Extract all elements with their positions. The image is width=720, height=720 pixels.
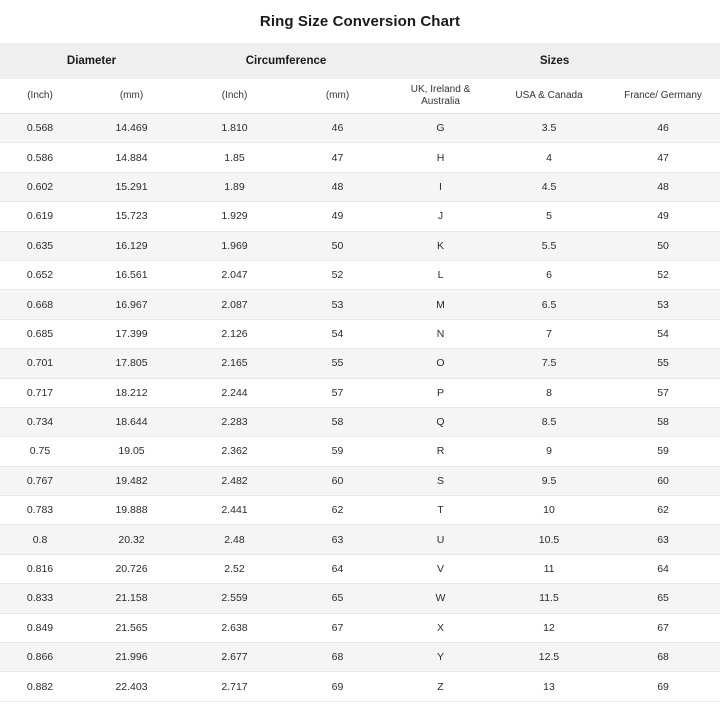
table-sub-header-row (0, 79, 720, 114)
cell-size-france: 53 (606, 290, 720, 319)
cell-diameter-mm: 21.996 (80, 643, 183, 672)
cell-size-uk: P (389, 378, 492, 407)
cell-size-usa: 6 (492, 260, 606, 289)
cell-diameter-inch: 0.717 (0, 378, 80, 407)
cell-size-usa: 8 (492, 378, 606, 407)
cell-diameter-inch: 0.882 (0, 672, 80, 701)
cell-size-uk: V (389, 554, 492, 583)
cell-size-uk: J (389, 202, 492, 231)
table-row (0, 496, 720, 525)
cell-diameter-mm: 20.726 (80, 554, 183, 583)
cell-diameter-mm: 14.469 (80, 114, 183, 143)
group-header-circumference: Circumference (183, 43, 389, 79)
table-row (0, 290, 720, 319)
table-group-header-row (0, 43, 720, 79)
table-row (0, 437, 720, 466)
cell-size-uk: R (389, 437, 492, 466)
cell-circumference-mm: 67 (286, 613, 389, 642)
cell-circumference-inch: 1.810 (183, 114, 286, 143)
cell-diameter-mm: 19.05 (80, 437, 183, 466)
column-header-uk-ireland-australia: UK, Ireland & Australia (389, 79, 492, 114)
table-row (0, 319, 720, 348)
cell-size-france: 48 (606, 172, 720, 201)
cell-size-uk: M (389, 290, 492, 319)
cell-diameter-mm: 17.399 (80, 319, 183, 348)
cell-diameter-mm: 21.158 (80, 584, 183, 613)
cell-diameter-mm: 16.967 (80, 290, 183, 319)
cell-size-france: 68 (606, 643, 720, 672)
table-row (0, 143, 720, 172)
cell-circumference-mm: 68 (286, 643, 389, 672)
cell-size-uk: H (389, 143, 492, 172)
cell-size-usa: 10.5 (492, 525, 606, 554)
cell-diameter-mm: 14.884 (80, 143, 183, 172)
cell-size-france: 64 (606, 554, 720, 583)
table-row (0, 525, 720, 554)
cell-size-usa: 11 (492, 554, 606, 583)
cell-circumference-mm: 60 (286, 466, 389, 495)
cell-size-usa: 3.5 (492, 114, 606, 143)
cell-diameter-mm: 15.291 (80, 172, 183, 201)
cell-size-usa: 5 (492, 202, 606, 231)
cell-circumference-inch: 2.638 (183, 613, 286, 642)
cell-circumference-inch: 1.929 (183, 202, 286, 231)
cell-diameter-inch: 0.8 (0, 525, 80, 554)
cell-size-france: 52 (606, 260, 720, 289)
cell-size-france: 67 (606, 613, 720, 642)
cell-size-france: 47 (606, 143, 720, 172)
cell-diameter-mm: 21.565 (80, 613, 183, 642)
cell-size-usa: 12 (492, 613, 606, 642)
cell-circumference-inch: 1.85 (183, 143, 286, 172)
cell-size-france: 65 (606, 584, 720, 613)
cell-size-france: 46 (606, 114, 720, 143)
cell-size-france: 55 (606, 349, 720, 378)
cell-size-france: 49 (606, 202, 720, 231)
cell-circumference-inch: 2.559 (183, 584, 286, 613)
cell-size-france: 58 (606, 407, 720, 436)
cell-circumference-mm: 59 (286, 437, 389, 466)
column-header-diameter-mm: (mm) (80, 79, 183, 114)
cell-size-usa: 4 (492, 143, 606, 172)
column-header-circumference-mm: (mm) (286, 79, 389, 114)
cell-size-usa: 5.5 (492, 231, 606, 260)
ring-size-conversion-table (0, 43, 720, 702)
table-row (0, 349, 720, 378)
cell-diameter-inch: 0.652 (0, 260, 80, 289)
table-row (0, 643, 720, 672)
cell-size-france: 54 (606, 319, 720, 348)
cell-circumference-inch: 2.126 (183, 319, 286, 348)
cell-size-france: 57 (606, 378, 720, 407)
cell-circumference-mm: 47 (286, 143, 389, 172)
cell-circumference-mm: 49 (286, 202, 389, 231)
cell-circumference-inch: 2.244 (183, 378, 286, 407)
cell-diameter-mm: 15.723 (80, 202, 183, 231)
cell-circumference-mm: 53 (286, 290, 389, 319)
cell-size-usa: 7.5 (492, 349, 606, 378)
table-row (0, 407, 720, 436)
cell-diameter-mm: 20.32 (80, 525, 183, 554)
cell-diameter-inch: 0.816 (0, 554, 80, 583)
cell-diameter-inch: 0.75 (0, 437, 80, 466)
cell-circumference-inch: 2.717 (183, 672, 286, 701)
cell-diameter-inch: 0.668 (0, 290, 80, 319)
cell-size-uk: U (389, 525, 492, 554)
cell-diameter-mm: 18.644 (80, 407, 183, 436)
cell-diameter-inch: 0.602 (0, 172, 80, 201)
cell-circumference-inch: 1.89 (183, 172, 286, 201)
cell-circumference-inch: 2.482 (183, 466, 286, 495)
column-header-circumference-inch: (Inch) (183, 79, 286, 114)
cell-size-france: 60 (606, 466, 720, 495)
cell-diameter-mm: 19.482 (80, 466, 183, 495)
cell-size-uk: S (389, 466, 492, 495)
cell-size-uk: K (389, 231, 492, 260)
cell-circumference-inch: 2.087 (183, 290, 286, 319)
cell-size-france: 69 (606, 672, 720, 701)
cell-circumference-mm: 69 (286, 672, 389, 701)
cell-circumference-inch: 1.969 (183, 231, 286, 260)
cell-size-uk: L (389, 260, 492, 289)
cell-diameter-inch: 0.701 (0, 349, 80, 378)
cell-size-uk: O (389, 349, 492, 378)
cell-size-usa: 13 (492, 672, 606, 701)
cell-diameter-inch: 0.685 (0, 319, 80, 348)
cell-circumference-inch: 2.362 (183, 437, 286, 466)
column-header-usa-canada: USA & Canada (492, 79, 606, 114)
cell-diameter-inch: 0.783 (0, 496, 80, 525)
cell-circumference-mm: 62 (286, 496, 389, 525)
cell-size-uk: T (389, 496, 492, 525)
cell-circumference-inch: 2.441 (183, 496, 286, 525)
table-row (0, 202, 720, 231)
table-row (0, 554, 720, 583)
table-row (0, 172, 720, 201)
cell-size-usa: 4.5 (492, 172, 606, 201)
table-row (0, 231, 720, 260)
cell-circumference-mm: 54 (286, 319, 389, 348)
cell-diameter-mm: 19.888 (80, 496, 183, 525)
cell-circumference-mm: 63 (286, 525, 389, 554)
cell-size-uk: Q (389, 407, 492, 436)
cell-size-uk: Z (389, 672, 492, 701)
cell-circumference-mm: 65 (286, 584, 389, 613)
group-header-sizes: Sizes (389, 43, 720, 79)
cell-size-france: 50 (606, 231, 720, 260)
cell-diameter-inch: 0.767 (0, 466, 80, 495)
column-header-diameter-inch: (Inch) (0, 79, 80, 114)
cell-size-uk: X (389, 613, 492, 642)
cell-size-usa: 9.5 (492, 466, 606, 495)
cell-size-france: 62 (606, 496, 720, 525)
cell-circumference-mm: 46 (286, 114, 389, 143)
cell-diameter-inch: 0.635 (0, 231, 80, 260)
cell-circumference-inch: 2.047 (183, 260, 286, 289)
table-row (0, 260, 720, 289)
cell-size-uk: Y (389, 643, 492, 672)
table-row (0, 114, 720, 143)
cell-circumference-mm: 57 (286, 378, 389, 407)
cell-diameter-inch: 0.849 (0, 613, 80, 642)
table-body (0, 114, 720, 702)
page-title: Ring Size Conversion Chart (259, 13, 461, 30)
cell-diameter-inch: 0.586 (0, 143, 80, 172)
table-row (0, 613, 720, 642)
cell-size-usa: 11.5 (492, 584, 606, 613)
table-row (0, 466, 720, 495)
cell-diameter-inch: 0.833 (0, 584, 80, 613)
cell-circumference-mm: 55 (286, 349, 389, 378)
cell-diameter-inch: 0.866 (0, 643, 80, 672)
cell-circumference-inch: 2.677 (183, 643, 286, 672)
cell-size-usa: 10 (492, 496, 606, 525)
cell-size-uk: N (389, 319, 492, 348)
cell-size-usa: 6.5 (492, 290, 606, 319)
table-row (0, 378, 720, 407)
cell-diameter-inch: 0.619 (0, 202, 80, 231)
column-header-france-germany: France/ Germany (606, 79, 720, 114)
cell-circumference-mm: 64 (286, 554, 389, 583)
cell-size-usa: 8.5 (492, 407, 606, 436)
cell-circumference-inch: 2.283 (183, 407, 286, 436)
cell-size-usa: 7 (492, 319, 606, 348)
cell-size-usa: 9 (492, 437, 606, 466)
cell-size-france: 59 (606, 437, 720, 466)
cell-circumference-mm: 48 (286, 172, 389, 201)
cell-size-usa: 12.5 (492, 643, 606, 672)
cell-circumference-inch: 2.48 (183, 525, 286, 554)
cell-size-uk: G (389, 114, 492, 143)
table-head (0, 43, 720, 114)
cell-diameter-mm: 18.212 (80, 378, 183, 407)
cell-diameter-mm: 17.805 (80, 349, 183, 378)
cell-circumference-inch: 2.165 (183, 349, 286, 378)
cell-circumference-mm: 52 (286, 260, 389, 289)
cell-circumference-inch: 2.52 (183, 554, 286, 583)
cell-diameter-inch: 0.568 (0, 114, 80, 143)
cell-circumference-mm: 50 (286, 231, 389, 260)
table-row (0, 584, 720, 613)
cell-diameter-mm: 22.403 (80, 672, 183, 701)
cell-size-uk: W (389, 584, 492, 613)
cell-size-france: 63 (606, 525, 720, 554)
cell-size-uk: I (389, 172, 492, 201)
table-row (0, 672, 720, 701)
cell-circumference-mm: 58 (286, 407, 389, 436)
cell-diameter-inch: 0.734 (0, 407, 80, 436)
cell-diameter-mm: 16.561 (80, 260, 183, 289)
cell-diameter-mm: 16.129 (80, 231, 183, 260)
group-header-diameter: Diameter (0, 43, 183, 79)
